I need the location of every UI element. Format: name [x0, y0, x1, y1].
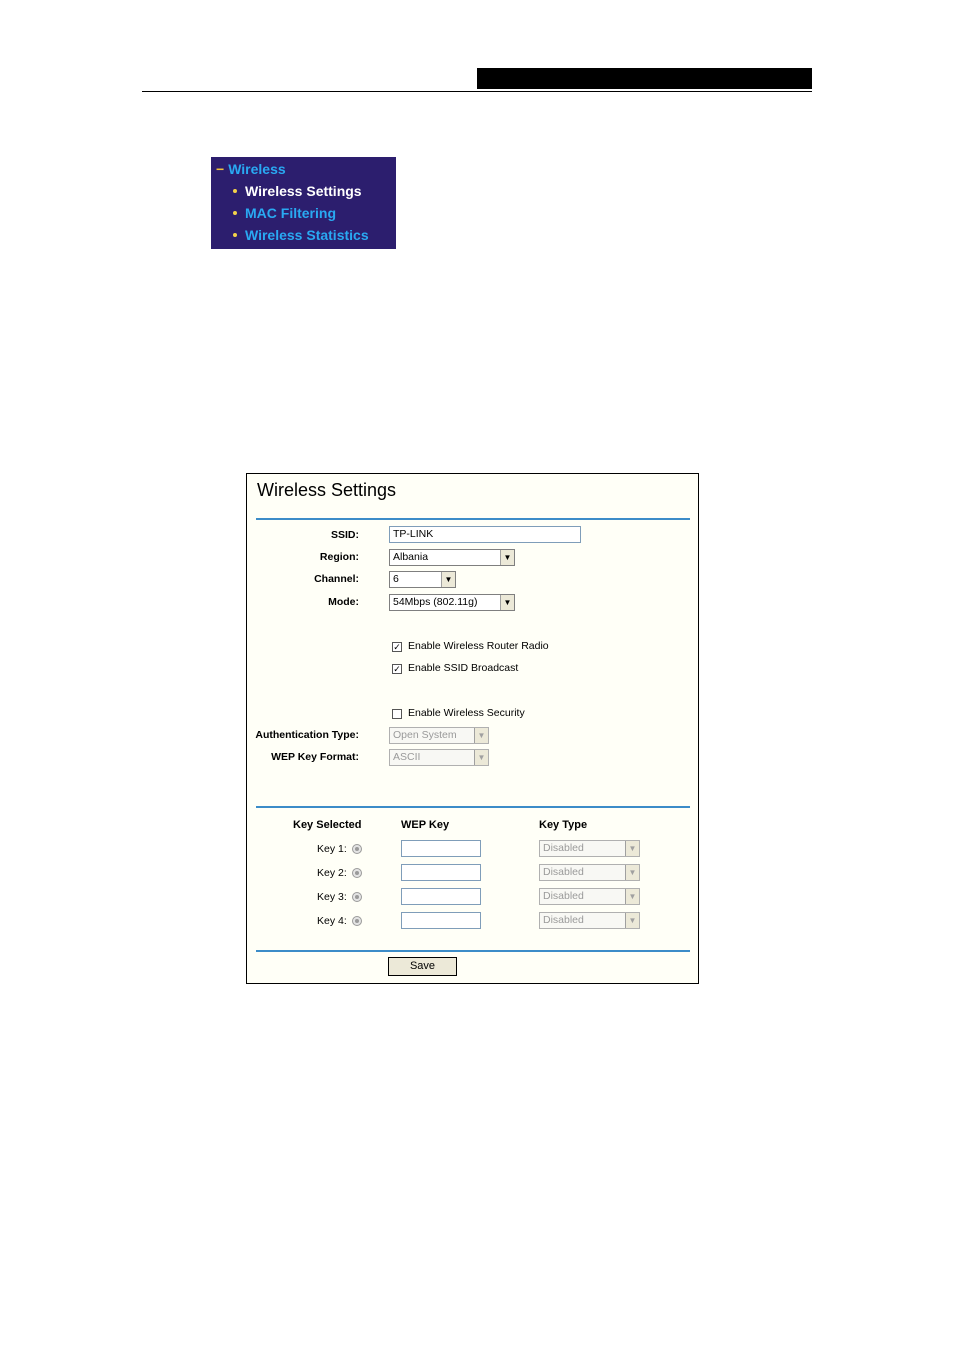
page-header-rule [142, 91, 812, 92]
dropdown-arrow-icon: ▼ [474, 750, 488, 765]
column-header-wep-key: WEP Key [401, 819, 450, 831]
enable-ssid-broadcast-checkbox[interactable] [392, 664, 402, 674]
menu-item-mac-filtering[interactable] [233, 204, 336, 222]
key-3-type-value: Disabled [543, 890, 584, 902]
dropdown-arrow-icon: ▼ [625, 913, 639, 928]
menu-section-wireless[interactable] [216, 160, 286, 178]
channel-label: Channel: [314, 573, 359, 585]
region-value: Albania [393, 551, 429, 563]
dropdown-arrow-icon: ▼ [625, 841, 639, 856]
dropdown-arrow-icon: ▼ [441, 572, 455, 587]
wep-format-value: ASCII [393, 751, 421, 763]
key-3-type-select[interactable] [539, 888, 640, 905]
key-3-input[interactable] [401, 888, 481, 905]
menu-item-wireless-statistics[interactable] [233, 226, 369, 244]
channel-value: 6 [393, 573, 399, 585]
region-label: Region: [319, 551, 359, 563]
save-button[interactable]: Save [388, 957, 457, 976]
divider [256, 518, 690, 520]
mode-value: 54Mbps (802.11g) [393, 596, 478, 608]
checkmark-icon: ✓ [393, 642, 401, 652]
page-title: Wireless Settings [257, 480, 397, 500]
key-2-type-value: Disabled [543, 866, 584, 878]
key-1-label: Key 1: [317, 843, 347, 855]
menu-item-label: Wireless Statistics [245, 227, 369, 243]
key-1-radio[interactable] [352, 844, 362, 854]
bullet-icon [233, 189, 237, 193]
key-4-radio[interactable] [352, 916, 362, 926]
column-header-key-type: Key Type [539, 819, 588, 831]
bullet-icon [233, 211, 237, 215]
enable-ssid-broadcast-label: Enable SSID Broadcast [408, 662, 519, 674]
key-3-radio[interactable] [352, 892, 362, 902]
page-header-bar [477, 68, 812, 89]
wep-format-label: WEP Key Format: [271, 751, 359, 763]
dropdown-arrow-icon: ▼ [474, 728, 488, 743]
menu-item-label: Wireless Settings [245, 183, 362, 199]
key-3-label: Key 3: [317, 891, 347, 903]
region-select[interactable] [389, 549, 515, 566]
enable-radio-label: Enable Wireless Router Radio [408, 640, 549, 652]
divider [256, 950, 690, 952]
key-2-input[interactable] [401, 864, 481, 881]
auth-type-value: Open System [393, 729, 457, 741]
key-2-radio[interactable] [352, 868, 362, 878]
divider [256, 806, 690, 808]
collapse-minus-icon: − [216, 161, 225, 177]
dropdown-arrow-icon: ▼ [500, 550, 514, 565]
auth-type-label: Authentication Type: [255, 729, 359, 741]
menu-section-label: Wireless [228, 161, 286, 177]
key-4-input[interactable] [401, 912, 481, 929]
enable-security-checkbox[interactable] [392, 709, 402, 719]
auth-type-select[interactable] [389, 727, 489, 744]
wireless-menu [211, 157, 396, 249]
dropdown-arrow-icon: ▼ [625, 889, 639, 904]
dropdown-arrow-icon: ▼ [625, 865, 639, 880]
key-1-input[interactable] [401, 840, 481, 857]
wep-format-select[interactable] [389, 749, 489, 766]
enable-security-label: Enable Wireless Security [408, 707, 525, 719]
menu-item-wireless-settings[interactable] [233, 182, 362, 200]
key-4-type-select[interactable] [539, 912, 640, 929]
bullet-icon [233, 233, 237, 237]
key-2-label: Key 2: [317, 867, 347, 879]
key-1-type-value: Disabled [543, 842, 584, 854]
wireless-settings-panel [246, 473, 699, 984]
menu-item-label: MAC Filtering [245, 205, 336, 221]
key-4-type-value: Disabled [543, 914, 584, 926]
mode-select[interactable] [389, 594, 515, 611]
channel-select[interactable] [389, 571, 456, 588]
column-header-key-selected: Key Selected [293, 819, 362, 831]
key-1-type-select[interactable] [539, 840, 640, 857]
dropdown-arrow-icon: ▼ [500, 595, 514, 610]
key-4-label: Key 4: [317, 915, 347, 927]
ssid-label: SSID: [330, 529, 359, 541]
key-2-type-select[interactable] [539, 864, 640, 881]
ssid-input[interactable]: TP-LINK [389, 526, 581, 543]
enable-radio-checkbox[interactable] [392, 642, 402, 652]
mode-label: Mode: [328, 596, 359, 608]
checkmark-icon: ✓ [393, 664, 401, 674]
